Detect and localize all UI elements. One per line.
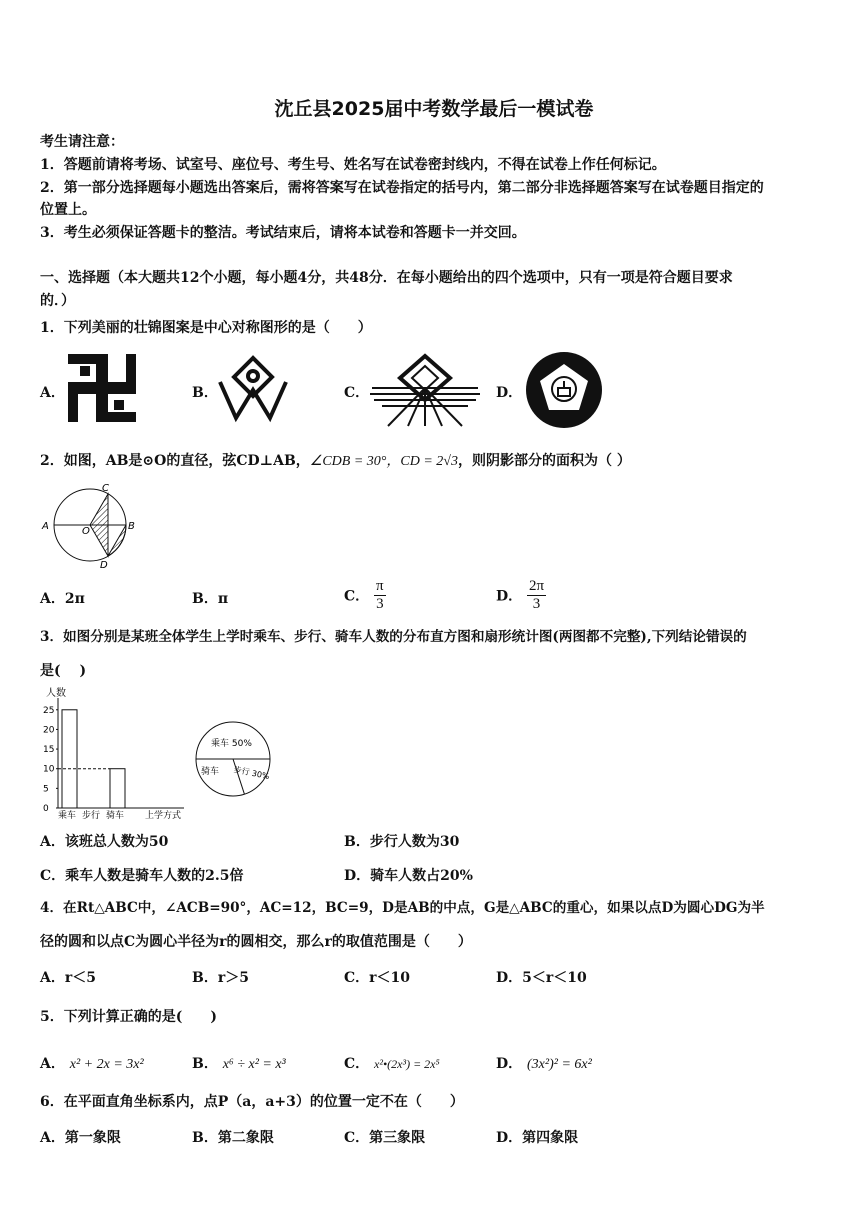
notice-item-2: 2．第一部分选择题每小题选出答案后，需将答案写在试卷指定的括号内，第二部分非选择题答案写在试卷题目指定的	[40, 180, 764, 196]
pie-label-ride: 乘车 50%	[211, 739, 252, 749]
bar-chart-xlabel: 上学方式	[145, 811, 182, 821]
bar-chart-y-tick: 0	[43, 804, 49, 814]
bar-0	[62, 710, 77, 808]
q2-label-o: O	[82, 526, 90, 537]
q3-bar-chart	[36, 684, 186, 822]
question-4-stem: 4．在Rt△ABC中，∠ACB=90°，AC=12，BC=9，D是AB的中点，G是△ABC的重心，如果以点D为圆心DG为半	[40, 900, 765, 916]
bar-2	[110, 769, 125, 808]
q2-label-c: C	[102, 483, 109, 494]
q4-option-a: A．r＜5	[40, 970, 96, 986]
q1-option-c-label: C．	[344, 385, 370, 401]
q2-option-d-num: 2π	[529, 578, 545, 594]
question-4-stem-cont: 径的圆和以点C为圆心半径为r的圆相交，那么r的取值范围是（ ）	[40, 934, 472, 950]
q2-label-b: B	[128, 521, 135, 532]
q2-option-a	[40, 588, 85, 608]
bar-chart-y-tick: 15	[43, 745, 55, 756]
q2-stem-text: 2．如图，AB是⊙O的直径，弦CD⊥AB，	[40, 453, 310, 469]
q2-figure	[38, 482, 136, 572]
question-2-stem	[40, 451, 631, 472]
q1-option-c-image	[368, 350, 482, 430]
q1-option-d-label: D．	[496, 385, 523, 401]
q5-option-d-expr: (3x²)² = 6x²	[527, 1057, 592, 1072]
q5-option-a	[40, 1053, 144, 1073]
q5-option-b-expr: x⁶ ÷ x² = x³	[222, 1057, 286, 1072]
bar-chart-y-tick: 5	[43, 784, 49, 795]
q2-option-c	[344, 578, 386, 613]
q2-option-c-fraction	[374, 578, 386, 613]
q6-option-d: D．第四象限	[496, 1130, 579, 1146]
q1-option-d-image	[524, 350, 604, 430]
section-heading: 一、选择题（本大题共12个小题，每小题4分，共48分．在每小题给出的四个选项中，只有一项是符合题目要求	[40, 270, 733, 286]
q6-option-b: B．第二象限	[192, 1130, 274, 1146]
notice-item-1: 1．答题前请将考场、试室号、座位号、考生号、姓名写在试卷密封线内，不得在试卷上作任何标记。	[40, 157, 666, 173]
bar-chart-category-label: 骑车	[106, 811, 125, 821]
q4-option-c: C．r＜10	[344, 970, 411, 986]
question-3-stem: 3．如图分别是某班全体学生上学时乘车、步行、骑车人数的分布直方图和扇形统计图(两图都不完整),下列结论错误的	[40, 629, 747, 645]
q5-option-d	[496, 1053, 592, 1073]
question-5-stem: 5．下列计算正确的是( )	[40, 1009, 217, 1025]
q2-option-b-value: π	[217, 591, 229, 607]
bar-chart-y-tick: 25	[43, 705, 55, 716]
q2-stem-math: ∠CDB = 30°，CD = 2√3	[309, 454, 458, 469]
q2-label-d: D	[100, 560, 108, 571]
q4-option-b: B．r＞5	[192, 970, 249, 986]
pie-label-walk: 步行 30%	[232, 764, 271, 782]
q2-option-d-fraction	[527, 578, 546, 613]
notice-heading: 考生请注意：	[40, 134, 124, 150]
q5-option-c	[344, 1053, 440, 1073]
q2-label-a: A	[42, 521, 49, 532]
q5-option-a-key: A．	[40, 1056, 65, 1072]
q3-option-a: A．该班总人数为50	[40, 834, 169, 850]
bar-chart-ylabel: 人数	[46, 688, 66, 699]
q5-option-a-expr: x² + 2x = 3x²	[69, 1057, 144, 1072]
section-heading-cont: 的．）	[40, 293, 75, 309]
notice-item-2-cont: 位置上。	[40, 202, 96, 218]
q6-option-a: A．第一象限	[40, 1130, 121, 1146]
bar-chart-category-label: 乘车	[58, 811, 77, 821]
q1-option-b-label: B．	[192, 385, 218, 401]
q5-option-b	[192, 1053, 286, 1073]
q6-option-c: C．第三象限	[344, 1130, 426, 1146]
q3-pie-chart	[192, 718, 274, 800]
q2-stem-tail: ，则阴影部分的面积为（ ）	[457, 453, 631, 469]
q2-option-b-key: B．	[192, 591, 218, 607]
q2-option-b	[192, 588, 228, 608]
q2-option-d	[496, 578, 546, 613]
q2-option-c-num: π	[376, 578, 384, 594]
q2-option-c-key: C．	[344, 588, 370, 605]
q1-option-b-image	[216, 352, 290, 426]
bar-chart-y-tick: 10	[43, 764, 55, 775]
question-6-stem: 6．在平面直角坐标系内，点P（a，a+3）的位置一定不在（ ）	[40, 1094, 464, 1110]
pie-label-bike: 骑车	[201, 767, 220, 777]
q4-option-d: D．5＜r＜10	[496, 970, 587, 986]
bar-chart-category-label: 步行	[82, 811, 101, 821]
q3-option-b: B．步行人数为30	[344, 834, 460, 850]
notice-item-3: 3．考生必须保证答题卡的整洁。考试结束后，请将本试卷和答题卡一并交回。	[40, 225, 526, 241]
q5-option-c-expr: x²•(2x³) = 2x⁵	[374, 1057, 440, 1071]
q1-option-a-image	[66, 352, 138, 424]
q2-option-d-den: 3	[532, 596, 541, 612]
bar-chart-y-tick: 20	[43, 725, 55, 736]
q3-option-c: C．乘车人数是骑车人数的2.5倍	[40, 868, 244, 884]
q5-option-d-key: D．	[496, 1056, 523, 1072]
q5-option-c-key: C．	[344, 1056, 370, 1072]
q2-option-c-den: 3	[376, 596, 384, 612]
q3-option-d: D．骑车人数占20%	[344, 868, 473, 884]
page-title: 沈丘县2025届中考数学最后一模试卷	[274, 98, 594, 120]
q2-option-a-key: A．	[40, 591, 65, 607]
q2-option-a-value: 2π	[64, 591, 85, 607]
q2-option-d-key: D．	[496, 588, 523, 605]
question-1-stem: 1．下列美丽的壮锦图案是中心对称图形的是（ ）	[40, 320, 372, 336]
question-3-stem-cont: 是( )	[40, 663, 87, 679]
q5-option-b-key: B．	[192, 1056, 218, 1072]
q1-option-a-label: A．	[40, 385, 65, 401]
